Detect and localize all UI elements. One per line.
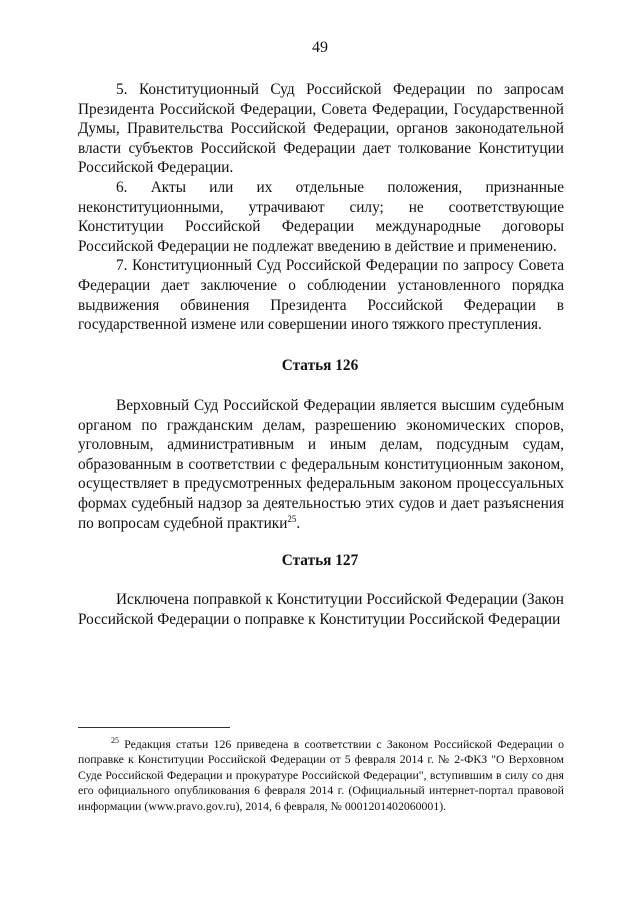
article-126-heading: Статья 126 <box>281 357 359 374</box>
article-126-text: Верховный Суд Российской Федерации является высшим судебным органом по гражданским делам, разрешению экономических споров, уголовным, административным и иным делам, подсудным судам, образованным в соответствии с федеральным конституционным законом, осуществляет в предусмотренных федеральным законом процессуальных формах судебный надзор за деятельностью этих судов и дает разъяснения по вопросам судебной практики$^{25}$. <box>78 397 564 532</box>
footnote-25 <box>78 737 564 814</box>
paragraph-6: 6. Акты или их отдельные положения, признанные неконституционными, утрачивают силу; не соответствующие Конституции Российской Федерации международные договоры Российской Федерации не подлежат введению в действие и применению. <box>78 178 564 255</box>
footnote-text: Редакция статьи 126 приведена в соответствии с Законом Российской Федерации о поправке к Конституции Российской Федерации от 5 февраля 2014 г. № 2-ФКЗ "О Верховном Суде Российской Федерации и прокуратуре Российской Федерации", вступившим в силу со дня его официального опубликования 6 февраля 2014 г. (Официальный интернет-портал правовой информации (www.pravo.gov.ru), 2014, 6 февраля, № 0001201402060001). <box>78 737 564 813</box>
paragraph-5: 5. Конституционный Суд Российской Федерации по запросам Президента Российской Федерации, Совета Федерации, Государственной Думы, Правительства Российской Федерации, органов законодательной власти субъектов Российской Федерации дает толкование Конституции Российской Федерации. <box>78 81 564 177</box>
article-127-heading: Статья 127 <box>281 552 359 569</box>
article-127-text: Исключена поправкой к Конституции Российской Федерации (Закон Российской Федерации о поправке к Конституции Российской Федерации <box>78 591 564 628</box>
footnote-marker: 25 <box>111 736 119 746</box>
footnote-reference: 25 <box>287 513 297 524</box>
article-127-body <box>78 590 564 629</box>
article-126-text-content: Верховный Суд Российской Федерации является высшим судебным органом по гражданским делам, разрешению экономических споров, уголовным, административным и иным делам, подсудным судам, образованным в соответствии с федеральным конституционным законом, осуществляет в предусмотренных федеральным законом процессуальных формах судебный надзор за деятельностью этих судов и дает разъяснения по вопросам судебной практики <box>78 397 564 532</box>
article-125-continuation <box>78 80 564 335</box>
article-126-body <box>78 396 564 533</box>
paragraph-7: 7. Конституционный Суд Российской Федерации по запросу Совета Федерации дает заключение о соблюдении установленного порядка выдвижения обвинения Президента Российской Федерации в государственной измене или совершении иного тяжкого преступления. <box>78 257 564 334</box>
footnote-divider <box>78 727 230 728</box>
page-number: 49 <box>312 39 328 56</box>
